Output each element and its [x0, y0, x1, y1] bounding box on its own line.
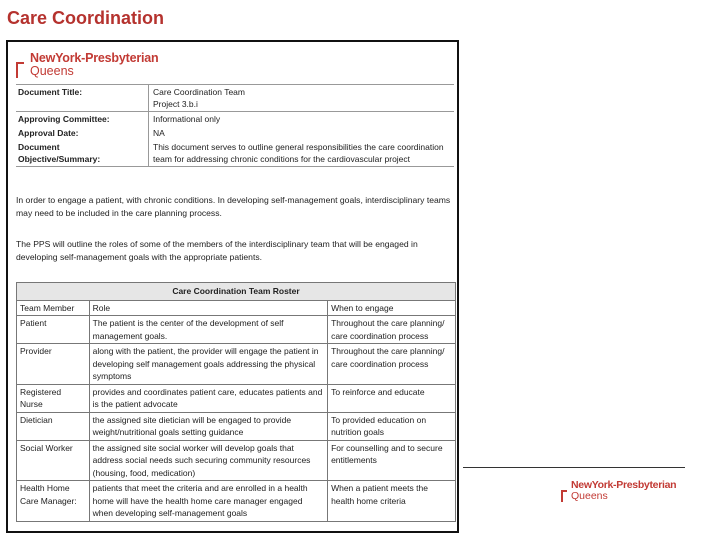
row-when: To provided education on nutrition goals [328, 412, 456, 440]
table-row [17, 481, 456, 522]
row-role: the assigned site social worker will develop goals that address social needs such securing community resources (housing, food, medication) [89, 440, 327, 481]
roster-header-row [17, 300, 456, 316]
footer-divider [463, 467, 685, 468]
row-when: Throughout the care planning/ care coordination process [328, 316, 456, 344]
document-logo [16, 52, 158, 78]
row-member: Provider [17, 344, 90, 385]
title-value: Care Coordination Team Project 3.b.i [149, 85, 455, 112]
objective-value: This document serves to outline general responsibilities the care coordination team for addressing chronic conditions for the cardiovascular project [149, 140, 455, 167]
row-role: provides and coordinates patient care, educates patients and is the patient advocate [89, 384, 327, 412]
roster-caption: Care Coordination Team Roster [17, 283, 456, 301]
intro-paragraph: In order to engage a patient, with chronic conditions. In developing self-management goals, interdisciplinary teams may need to be included in the care planning process. [16, 195, 451, 218]
row-when: Throughout the care planning/ care coordination process [328, 344, 456, 385]
logo-bracket-icon [561, 480, 571, 502]
header-role: Role [89, 300, 327, 316]
row-member: Social Worker [17, 440, 90, 481]
approval-date-value: NA [149, 126, 455, 140]
row-when: For counselling and to secure entitlements [328, 440, 456, 481]
slide-title: Care Coordination [7, 8, 165, 28]
committee-value: Informational only [149, 112, 455, 127]
header-team-member: Team Member [17, 300, 90, 316]
logo-bracket-icon [16, 52, 30, 78]
committee-label: Approving Committee: [16, 112, 149, 127]
row-role: along with the patient, the provider will engage the patient in developing self management goals addressing the physical symptoms [89, 344, 327, 385]
table-row [17, 412, 456, 440]
pps-paragraph: The PPS will outline the roles of some of the members of the interdisciplinary team that will be engaged in developing self-management goals with the appropriate patients. [16, 239, 418, 262]
row-member: Health Home Care Manager: [17, 481, 90, 522]
row-role: patients that meet the criteria and are enrolled in a health home will have the health home care manager engaged when developing self-management goals [89, 481, 327, 522]
footer-logo [561, 480, 676, 502]
header-when: When to engage [328, 300, 456, 316]
row-when: To reinforce and educate [328, 384, 456, 412]
document-image [6, 40, 459, 533]
table-row [17, 316, 456, 344]
row-role: The patient is the center of the development of self management goals. [89, 316, 327, 344]
title-label: Document Title: [16, 85, 149, 112]
roster-table [16, 282, 456, 522]
footer-logo-line-2: Queens [571, 490, 608, 503]
row-member: Dietician [17, 412, 90, 440]
table-row [17, 384, 456, 412]
row-when: When a patient meets the health home criteria [328, 481, 456, 522]
approval-date-label: Approval Date: [18, 128, 79, 138]
objective-label: Document Objective/Summary: [16, 140, 149, 167]
table-row [17, 344, 456, 385]
table-row [17, 440, 456, 481]
logo-line-2: Queens [30, 64, 74, 79]
logo-line-1: NewYork-Presbyterian [30, 51, 159, 65]
row-member: Patient [17, 316, 90, 344]
footer-logo-line-1: NewYork-Presbyterian [571, 479, 677, 491]
row-member: Registered Nurse [17, 384, 90, 412]
document-meta-table [16, 84, 454, 167]
row-role: the assigned site dietician will be engaged to provide weight/nutritional goals setting guidance [89, 412, 327, 440]
